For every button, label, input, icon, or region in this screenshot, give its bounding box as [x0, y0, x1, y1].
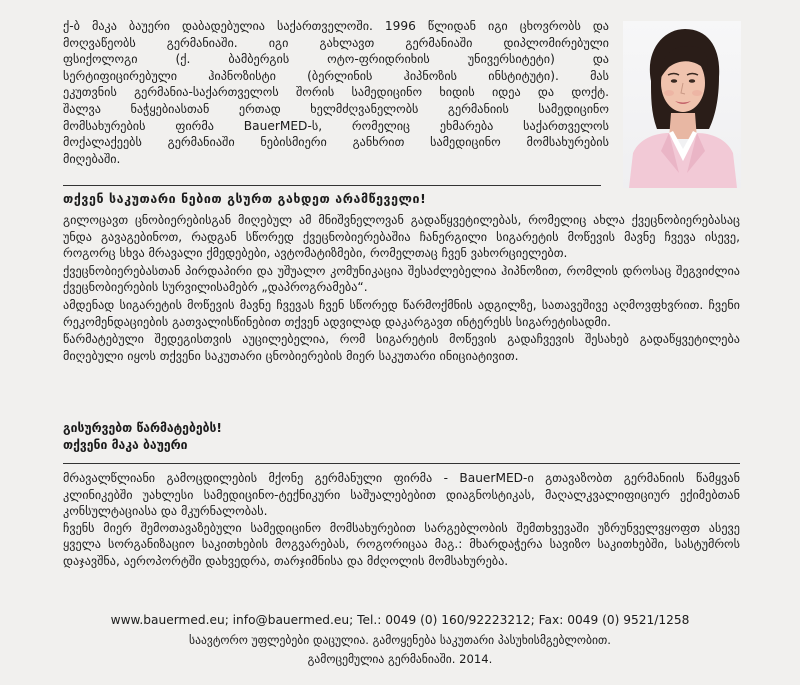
- bio-line: მოქალაქეებს გერმანიაში ნებისმიერი განხრით სამედიცინო მომსახურების: [63, 135, 609, 150]
- body-paragraph: გილოცავთ ცნობიერებისგან მიღებულ ამ მნიშვნელოვან გადაწყვეტილებას, რომელიც ახლა ქვეცნობიერებასაც უნდა გავაგებინოთ, რადგან სწორედ ქვეცნობიერებაშია ჩანერგილი სიგარეტის მოწევის მავნე ჩვევა ისევე, როგორც სხვა მრავალი ქმედებები, ავტომატიზმები, რომელთაც ჩვენ ვახორციელებთ.: [63, 213, 740, 261]
- bio-line: ქ-ბ მაკა ბაუერი დაბადებულია საქართველოში. 1996 წლიდან იგი ცხოვრობს და: [63, 19, 609, 33]
- closing-signature: თქვენი მაკა ბაუერი: [63, 437, 188, 452]
- portrait-icon: [623, 21, 741, 188]
- closing-wish: გისურვებთ წარმატებებს!: [63, 421, 222, 435]
- body-paragraph: წარმატებული შედეგისთვის აუცილებელია, რომ სიგარეტის მოწევის გადაჩვევის შესახებ გადაწყვეტილება მიღებული იყოს თქვენი საკუთარი ცნობიერების მიერ საკუთარი ინიციატივით.: [63, 332, 740, 363]
- closing: [63, 420, 463, 453]
- bio-line: სერტიფიცირებული ჰიპნოზისტი (ბერლინის ჰიპნოზის ინსტიტუტი). მას: [63, 68, 609, 83]
- bio-line: შალვა ნაჭყებიასთან ერთად ხელმძღვანელობს გერმანიის სამედიცინო: [63, 101, 609, 116]
- headline: თქვენ საკუთარი ნებით გსურთ გახდეთ არამწეველი!: [63, 191, 427, 206]
- footer-published: გამოცემულია გერმანიაში. 2014.: [307, 652, 493, 666]
- bio-line: ფსიქოლოგი (ქ. ბამბერგის ოტო-ფრიდრიხის უნივერსიტეტი) და: [63, 52, 609, 67]
- bio-line: მიღებაში.: [63, 151, 121, 166]
- body-paragraph: ამდენად სიგარეტის მოწევის მავნე ჩვევას ჩვენ სწორედ წარმოქმნის ადგილზე, სათავეშივე აღმოვფხვრით. ჩვენი რეკომენდაციების გათვალისწინებით თქვენ ადვილად დაკარგავთ ინტერესს სიგარეტისადმი.: [63, 297, 740, 329]
- services-text: [63, 470, 740, 570]
- bio-line: მომსახურების ფირმა BauerMED-ს, რომელიც ეხმარება საქართველოს: [63, 118, 609, 133]
- portrait-photo: [623, 21, 741, 188]
- bio-line: მოღვაწეობს გერმანიაში. იგი გახლავთ გერმანიაში დიპლომირებული: [63, 35, 609, 50]
- divider: [63, 185, 601, 186]
- bio-line: ეკუთვნის გერმანია-საქართველოს შორის სამედიცინო ხიდის იდეა და დოქტ.: [63, 85, 609, 100]
- bio-text: [63, 18, 609, 167]
- footer-rights: საავტორო უფლებები დაცულია. გამოყენება საკუთარი პასუხისმგებლობით.: [189, 633, 611, 647]
- body-paragraph: ქვეცნობიერებასთან პირდაპირი და უშუალო კომუნიკაცია შესაძლებელია ჰიპნოზით, რომლის დროსაც შეგვიძლია ქვეცნობიერების სურვილისამებრ „დაპროგრამება“.: [63, 263, 740, 295]
- footer-contact: www.bauermed.eu; info@bauermed.eu; Tel.: 0049 (0) 160/92223212; Fax: 0049 (0) 9521/1258: [110, 613, 690, 627]
- services-paragraph: მრავალწლიანი გამოცდილების მქონე გერმანული ფირმა - BauerMED-ი გთავაზობთ გერმანიის წამყვან კლინიკებში უახლესი სამედიცინო-ტექნიკური საშუალებებით დიაგნოსტიკას, მაღალკვალიფიციურ ექიმებთან კონსულტაციასა და მკურნალობას.: [63, 471, 740, 519]
- body-text: [63, 212, 740, 364]
- divider: [63, 463, 740, 464]
- services-paragraph: ჩვენს მიერ შემოთავაზებული სამედიცინო მომსახურებით სარგებლობის შემთხვევაში უზრუნველვყოფთ ასევე ყველა სორგანიზაციო საკითხების მოგვარებას, როგორიცაა მაგ.: მხარდაჭერა სავიზო საკითხებში, სასტუმროს დაჯავშნა, აეროპორტში დახვედრა, თარჯიმნისა და მძღოლის მომსახურება.: [63, 520, 740, 568]
